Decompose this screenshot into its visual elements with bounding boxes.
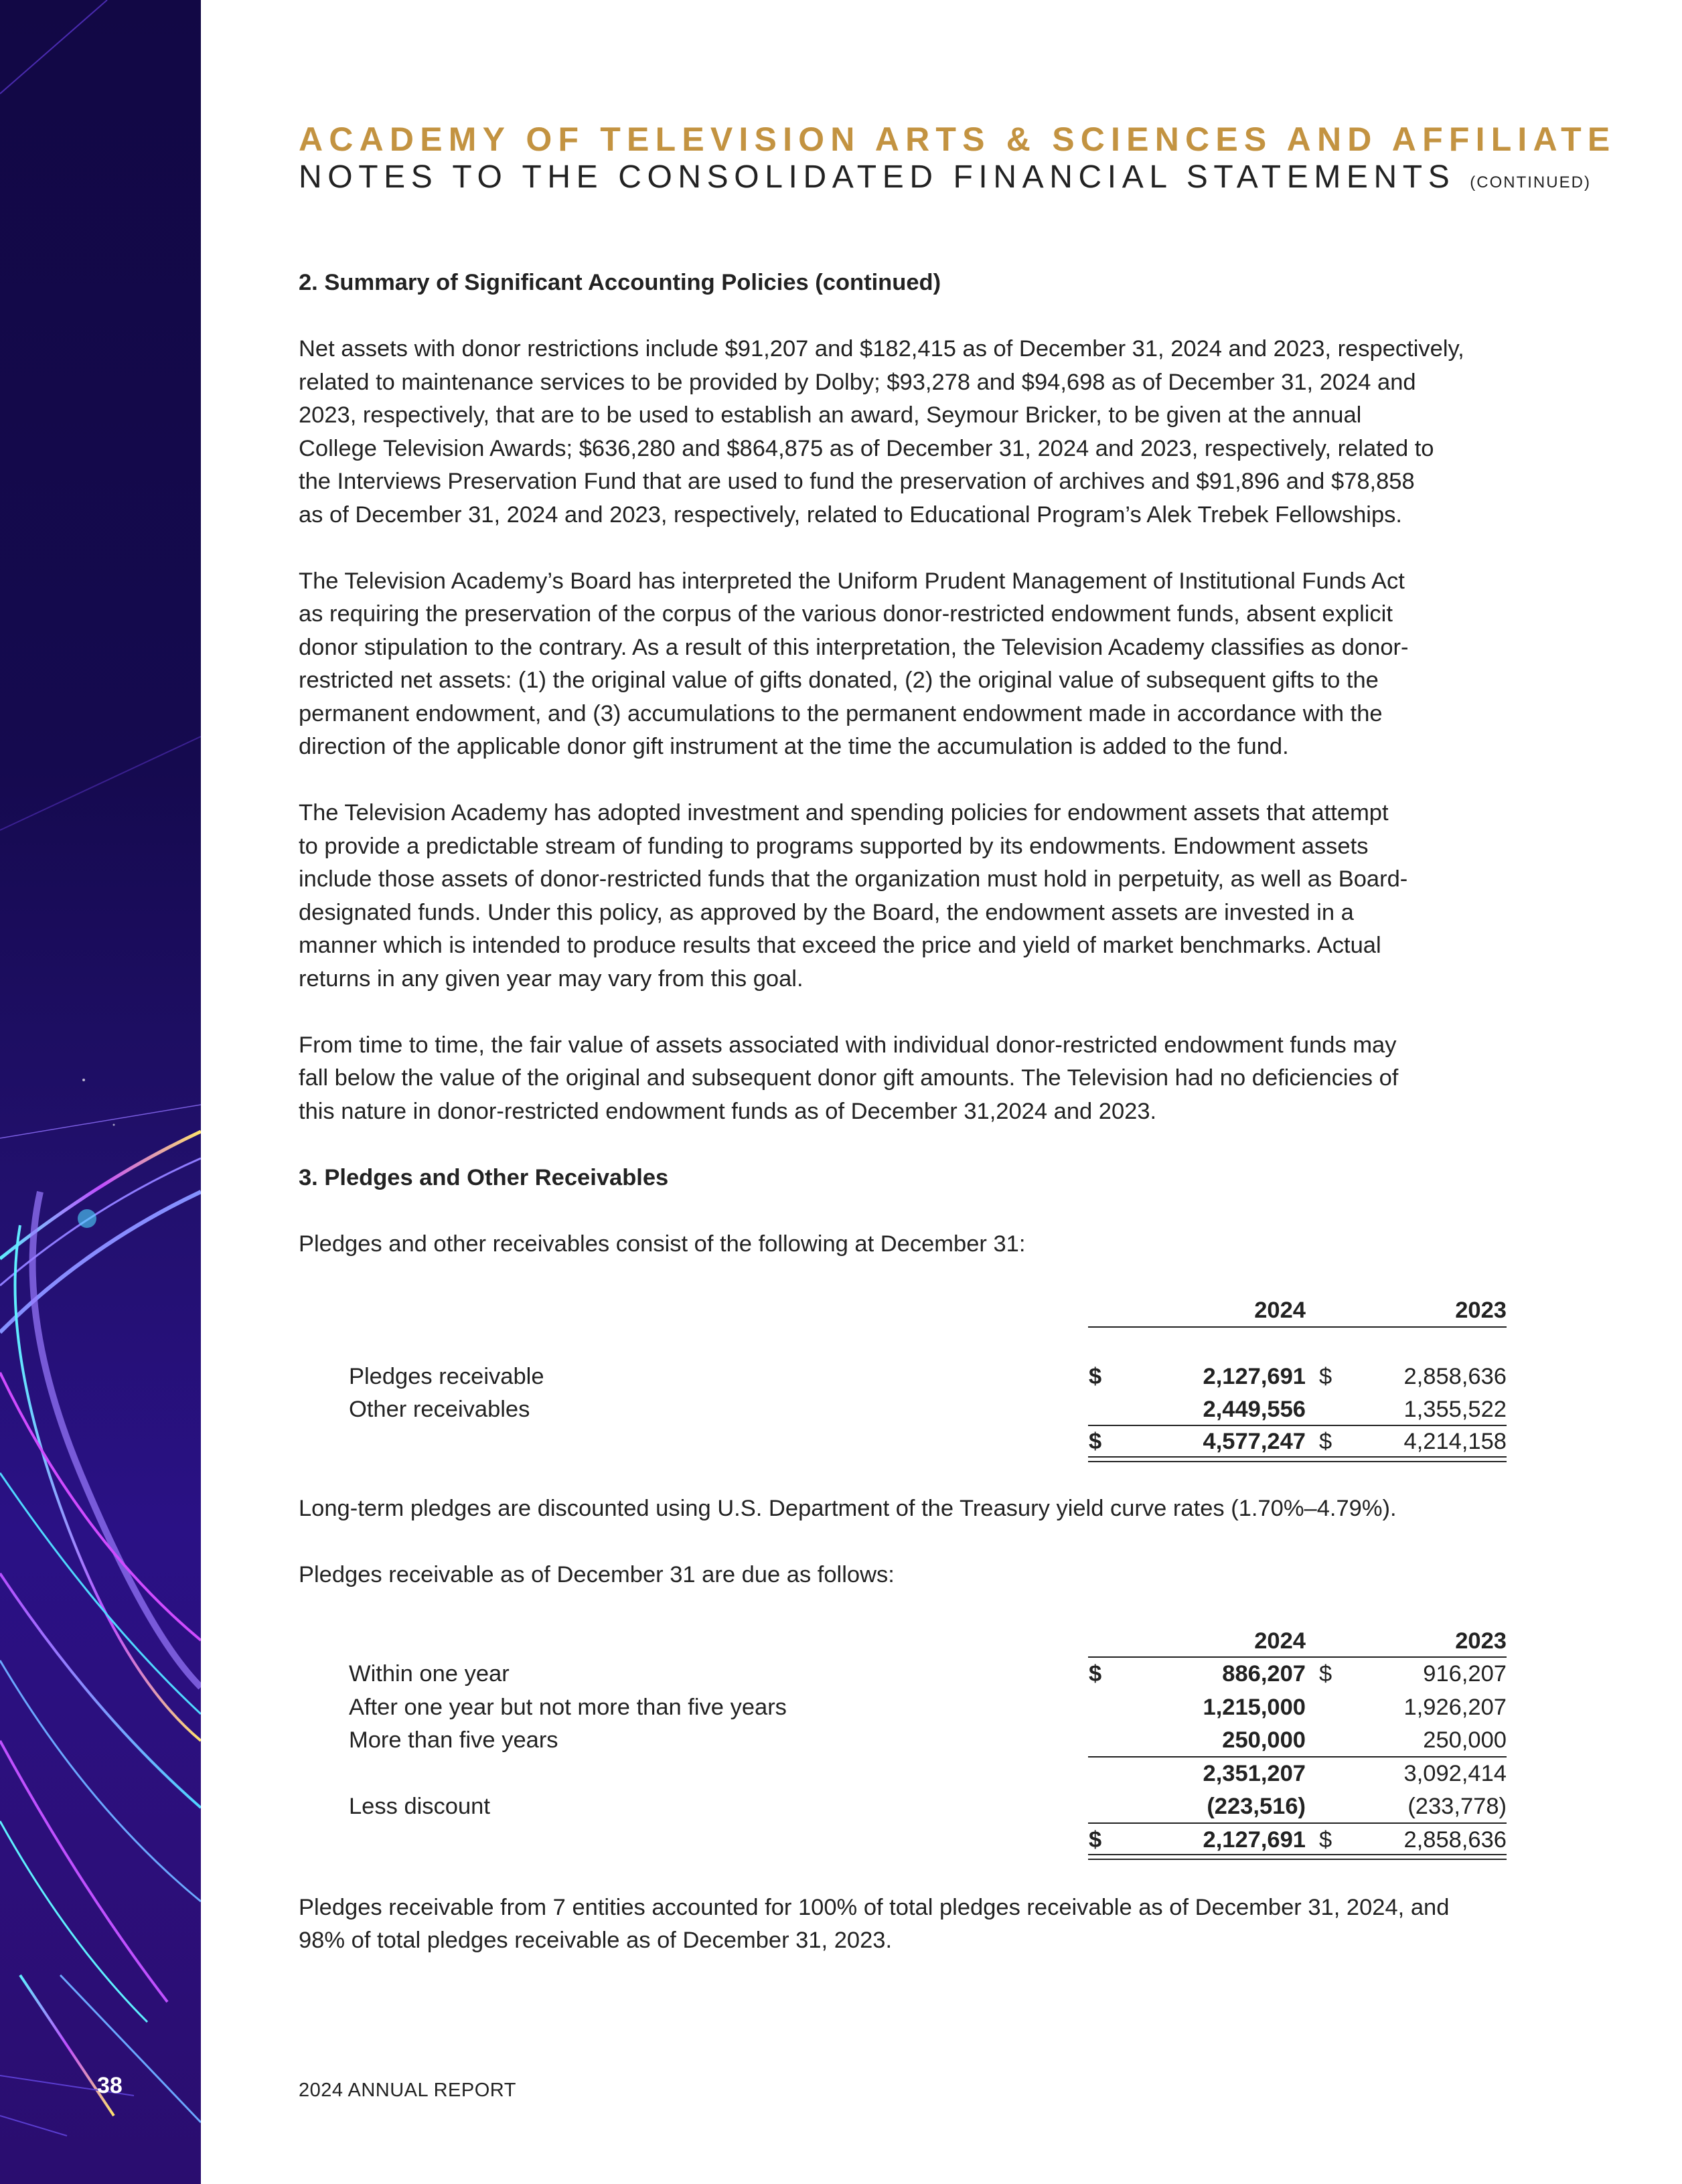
paragraph-fair-value: From time to time, the fair value of assets associated with individual donor-restricted endowment funds may fall below the value of the original and subsequent donor gift amounts. The Television had no deficiencies of this nature in donor-restricted endowment funds as of December 31,2024 and 2023.: [299, 1032, 1399, 1124]
paragraph-investment-policy: The Television Academy has adopted investment and spending policies for endowment assets that attempt to provide a predictable stream of funding to programs supported by its endowments. Endowment assets include those assets of donor-restricted funds that the organization must hold in perpetuity, as well as Board- designated funds. Under this policy, as approved by the Board, the endowment assets are invested in a manner which is intended to produce results that exceed the price and yield of market benchmarks. Actual returns in any given year may vary from this goal.: [299, 800, 1408, 992]
footer-report-label: 2024 ANNUAL REPORT: [299, 2080, 516, 2101]
table-total-row: $ 4,577,247 $ 4,214,158: [1089, 1428, 1507, 1454]
continued-label: (CONTINUED): [1470, 173, 1591, 191]
table-row: Pledges receivable $ 2,127,691 $ 2,858,636: [349, 1363, 1507, 1389]
pledges-due-table: [299, 1625, 1551, 1858]
section-2-heading: 2. Summary of Significant Accounting Policies (continued): [299, 270, 941, 295]
discount-note: Long-term pledges are discounted using U.S. Department of the Treasury yield curve rates (1.70%–4.79%).: [299, 1495, 1397, 1521]
total-double-rule: [1088, 1854, 1507, 1860]
receivables-intro: Pledges and other receivables consist of the following at December 31:: [299, 1231, 1026, 1257]
section-3-heading: 3. Pledges and Other Receivables: [299, 1164, 669, 1190]
due-schedule-intro: Pledges receivable as of December 31 are due as follows:: [299, 1561, 895, 1587]
concentration-note: Pledges receivable from 7 entities accounted for 100% of total pledges receivable as of December 31, 2024, and 98% of total pledges receivable as of December 31, 2023.: [299, 1894, 1450, 1953]
table-row: Other receivables 2,449,556 1,355,522: [349, 1396, 1507, 1422]
document-title-text: NOTES TO THE CONSOLIDATED FINANCIAL STATEMENTS: [299, 159, 1456, 195]
document-title: [299, 158, 1591, 202]
light-streaks-graphic: [0, 0, 201, 2184]
page-number: 38: [97, 2073, 123, 2098]
column-header-2024: 2024: [1254, 1628, 1306, 1654]
table-row: Within one year $ 886,207 $ 916,207: [349, 1660, 1507, 1687]
table-total-row: $ 2,127,691 $ 2,858,636: [1089, 1826, 1507, 1853]
total-double-rule: [1088, 1456, 1507, 1462]
decorative-sidebar: [0, 0, 201, 2184]
paragraph-board-interpretation: The Television Academy’s Board has interpreted the Uniform Prudent Management of Institutional Funds Act as requiring the preservation of the corpus of the various donor-restricted endowment funds, absent explicit donor stipulation to the contrary. As a result of this interpretation, the Television Academy classifies as donor- restricted net assets: (1) the original value of gifts donated, (2) the original value of subsequent gifts to the permanent endowment, and (3) accumulations to the permanent endowment made in accordance with the direction of the applicable donor gift instrument at the time the accumulation is added to the fund.: [299, 568, 1409, 759]
main-content: [299, 266, 1551, 1958]
header-rule: [1088, 1326, 1507, 1328]
table-header-row: [299, 1294, 1551, 1328]
receivables-table: [299, 1294, 1551, 1460]
table-subtotal-row: 2,351,207 3,092,414: [1203, 1760, 1507, 1786]
column-header-2023: 2023: [1455, 1297, 1507, 1323]
table-header-row: [299, 1625, 1551, 1658]
column-header-2024: 2024: [1254, 1297, 1306, 1323]
table-row: After one year but not more than five years 1,215,000 1,926,207: [349, 1694, 1507, 1720]
organization-title: ACADEMY OF TELEVISION ARTS & SCIENCES AND AFFILIATE: [299, 121, 1616, 158]
table-row: More than five years 250,000 250,000: [349, 1727, 1507, 1753]
page-header: [299, 121, 1616, 202]
table-row: Less discount (223,516) (233,778): [349, 1793, 1507, 1819]
paragraph-net-assets: Net assets with donor restrictions include $91,207 and $182,415 as of December 31, 2024 and 2023, respectively, related to maintenance services to be provided by Dolby; $93,278 and $94,698 as of December 31, 2024 and 2023, respectively, that are to be used to establish an award, Seymour Bricker, to be given at the annual College Television Awards; $636,280 and $864,875 as of December 31, 2024 and 2023, respectively, related to the Interviews Preservation Fund that are used to fund the preservation of archives and $91,896 and $78,858 as of December 31, 2024 and 2023, respectively, related to Educational Program’s Alek Trebek Fellowships.: [299, 336, 1464, 528]
column-header-2023: 2023: [1455, 1628, 1507, 1654]
